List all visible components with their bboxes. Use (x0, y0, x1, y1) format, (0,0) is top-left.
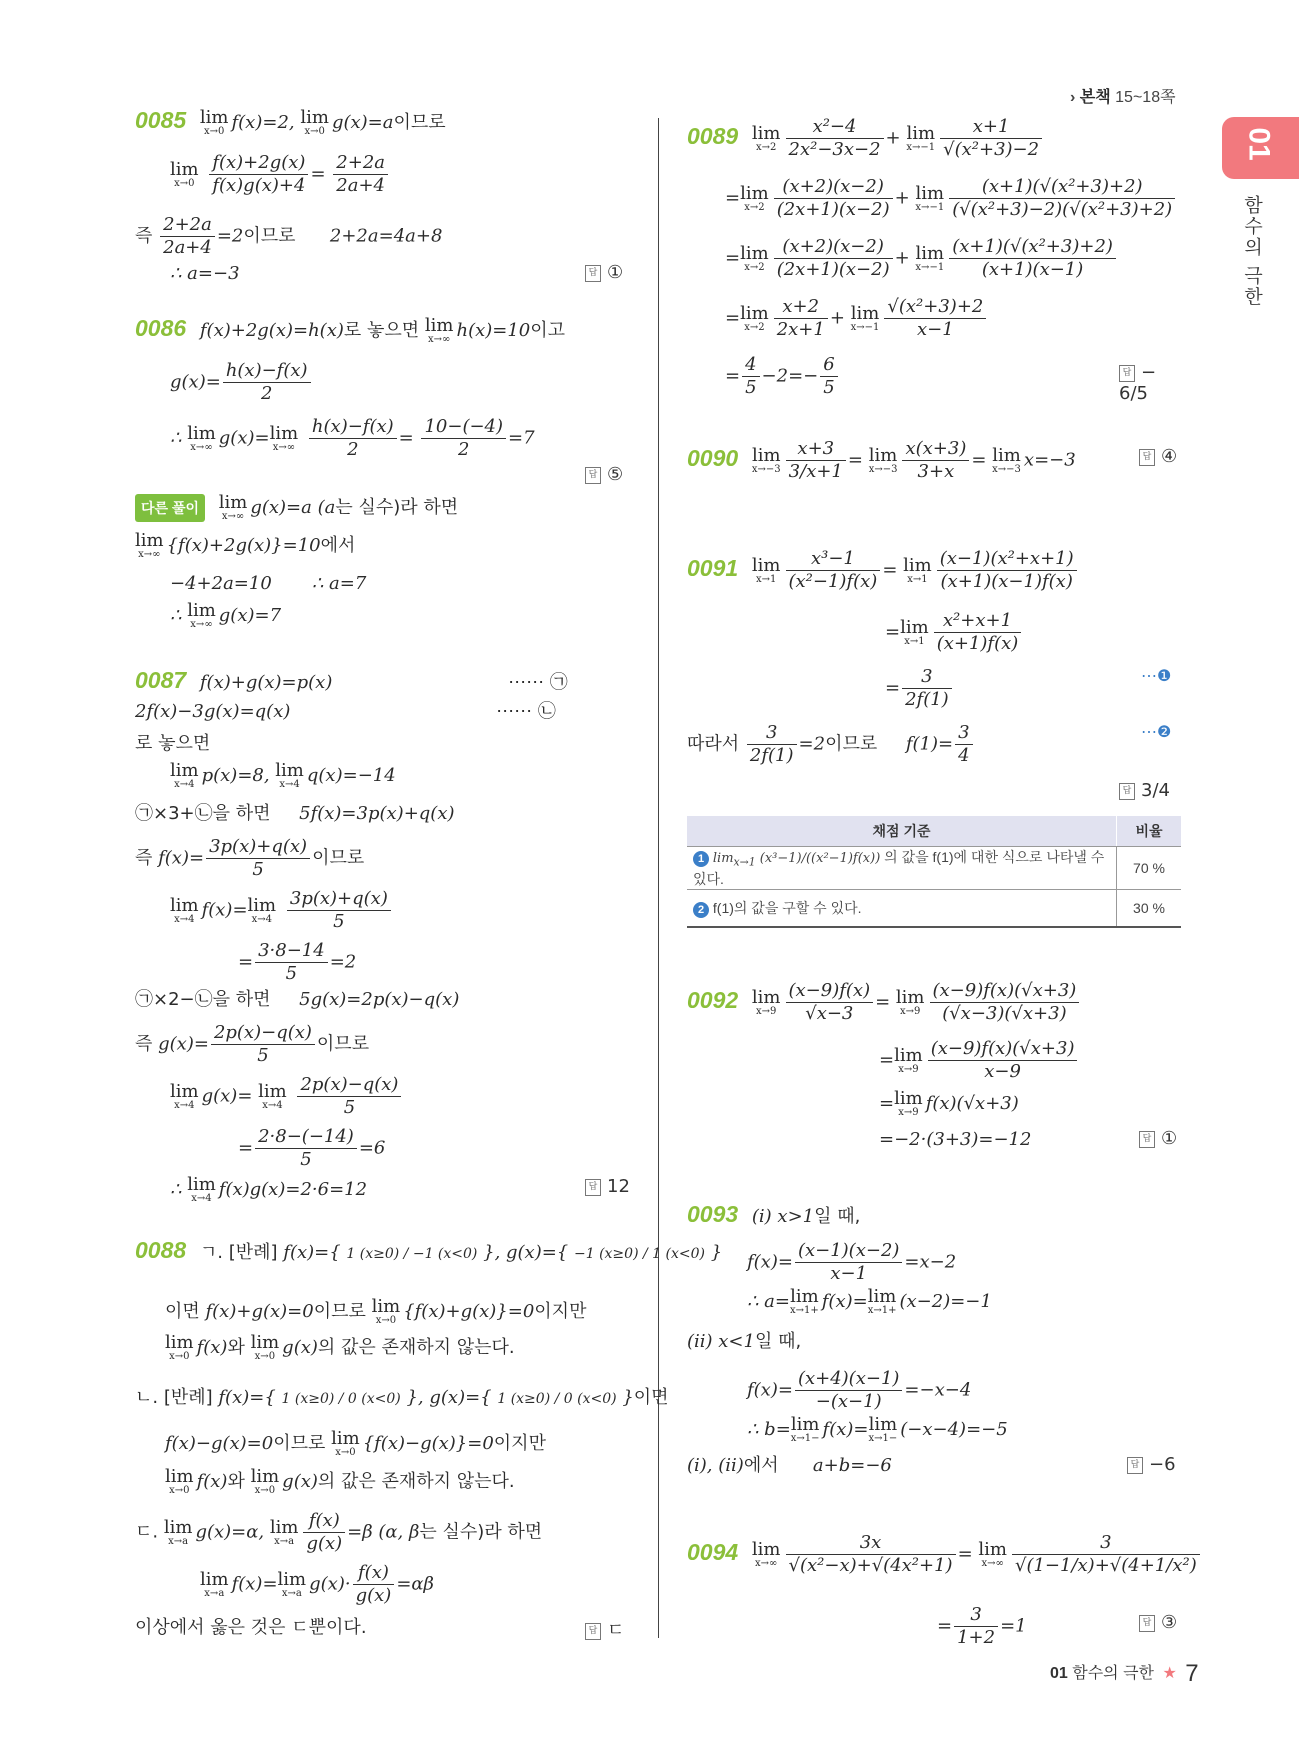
step-marker-2: ⋯❷ (1141, 724, 1172, 741)
p0085-answer: 답 ① (585, 262, 623, 283)
p0089-line4: = lim x→2 $\frac{x+2}{2x+1}$ + lim x→−1 $\frac{\text{√(x²+3)+2}}{x-1}$ (725, 296, 988, 341)
p0089-line3: = lim x→2 $\frac{(x+2)(x-2)}{(2x+1)(x-2)}$ + lim x→−1 $\frac{\text{(x+1)(√(x²+3)+2)}}{(x+1)(x-1)}$ (725, 236, 1118, 281)
p0093-line2: f(x)= $\frac{(x-1)(x-2)}{x-1}$ =x−2 (747, 1240, 957, 1284)
p0086-answer: 답 ⑤ (585, 464, 623, 485)
p0086-alt3: −4+2a=10 ∴ a=7 (170, 573, 367, 594)
p0087-line2: 2f(x)−3g(x)=q(x) ⋯⋯ ㉡ (135, 701, 556, 722)
p0085-line2: lim x→0 $\frac{f(x)+2g(x)}{f(x)g(x)+4}$ = $\frac{2+2a}{2a+4}$ (170, 152, 390, 197)
answer-icon: 답 (1139, 1615, 1155, 1632)
p0087-line8: = $\frac{3\cdot 8-14}{5}$ =2 (238, 940, 357, 984)
p0088-conclusion: 이상에서 옳은 것은 ㄷ뿐이다. (135, 1617, 367, 1638)
page-footer (1050, 1660, 1199, 1688)
chapter-title: 함수의 극한 (1241, 195, 1262, 308)
p0091-line2: = lim x→1 $\frac{\text{x²+x+1}}{(x+1)f(x)}$ (885, 610, 1023, 655)
p0089-line2: = lim x→2 $\frac{(x+2)(x-2)}{(2x+1)(x-2)}$ + lim x→−1 $\frac{\text{(x+1)(√(x²+3)+2)}}{\text{(√(x²+3)−2)(√(x²+3)+2)}}$ (725, 176, 1177, 221)
p0094-line2: = $\frac{3}{1+2}$ =1 (937, 1604, 1027, 1648)
p0091-line3: = $\frac{3}{2f(1)}$ (885, 666, 954, 711)
p0091-answer: 답 3/4 (1119, 780, 1170, 801)
scoring-table (687, 816, 1181, 928)
footer-title: 함수의 극한 (1072, 1665, 1154, 1683)
page-number: 7 (1185, 1660, 1199, 1687)
p0087-line10: 즉 g(x)= $\frac{2p(x)-q(x)}{5}$ 이므로 (135, 1022, 370, 1066)
p0086-alt4: ∴ lim x→∞ g(x)=7 (170, 600, 282, 630)
p0085-line1: 0085 lim x→0 f(x)=2, lim x→0 g(x)=a이므로 (135, 107, 446, 137)
p0088-line2: 이면 f(x)+g(x)=0이므로 lim x→0 {f(x)+g(x)}=0이지만 (165, 1296, 587, 1326)
book-label: 본책 (1079, 89, 1111, 106)
p0087-line6: 즉 f(x)= $\frac{3p(x)+q(x)}{5}$ 이므로 (135, 836, 365, 880)
p0087-line5: ㉠×3+㉡을 하면 5f(x)=3p(x)+q(x) (135, 803, 455, 824)
answer-icon: 답 (1119, 365, 1135, 382)
p0090-line1: 0090 lim x→−3 $\frac{x+3}{3/x+1}$ = lim x→−3 $\frac{x(x+3)}{3+x}$ = lim x→−3 x=−3 (687, 438, 1076, 482)
table-row: 1 $\lim_{x\to 1} (x^3-1)/((x^2-1)f(x))$ 의 값을 f(1)에 대한 식으로 나타낼 수 있다. 70 % (687, 847, 1181, 890)
p0088-line7: ㄷ. lim x→a g(x)=α, lim x→a $\frac{f(x)}{g(x)}$ =β (α, β는 실수)라 하면 (135, 1510, 543, 1554)
page-reference (1070, 84, 1176, 107)
p0087-line4: lim x→4 p(x)=8, lim x→4 q(x)=−14 (170, 760, 396, 790)
answer-icon: 답 (1127, 1457, 1143, 1474)
p0087-line12: = $\frac{2\cdot 8-(-14)}{5}$ =6 (238, 1126, 386, 1170)
p0093-line5: f(x)= $\frac{(x+4)(x-1)}{-(x-1)}$ =−x−4 (747, 1368, 972, 1412)
answer-icon: 답 (585, 265, 601, 282)
p0094-line1: 0094 lim x→∞ $\frac{3x}{\text{√(x²−x)+√(4x²+1)}}$ = lim x→∞ $\frac{3}{\text{√(1−1/x)+√(4+1/x²)}}$ (687, 1532, 1202, 1577)
p0091-line4: 따라서 $\frac{3}{2f(1)}$ =2이므로 f(1)= $\frac{3}{4}$ (687, 722, 975, 767)
scoring-header-ratio: 비율 (1117, 816, 1182, 847)
p0092-line1: 0092 lim x→9 $\frac{(x-9)f(x)}{√x-3}$ = lim x→9 $\frac{(x-9)f(x)(√x+3)}{(√x-3)(√x+3)}$ (687, 980, 1081, 1025)
p0088-answer: 답 ㄷ (585, 1616, 624, 1642)
p0093-line1: 0093 (i) x>1일 때, (687, 1201, 861, 1227)
chapter-tab (1222, 117, 1299, 179)
p0089-answer: 답 − 6/5 (1119, 362, 1157, 404)
answer-icon: 답 (1139, 449, 1155, 466)
p0091-line1: 0091 lim x→1 $\frac{\text{x³−1}}{\text{(x²−1)f(x)}}$ = lim x→1 $\frac{\text{(x−1)(x²+x+1)}}{(x+1)(x-1)f(x)}$ (687, 548, 1079, 593)
p0092-answer: 답 ① (1139, 1128, 1177, 1149)
p0088-line5: f(x)−g(x)=0이므로 lim x→0 {f(x)−g(x)}=0이지만 (165, 1428, 546, 1458)
step-marker-1: ⋯❶ (1141, 668, 1172, 685)
p0092-line2: = lim x→9 $\frac{(x-9)f(x)(√x+3)}{x-9}$ (879, 1038, 1079, 1083)
p0086-alt2: lim x→∞ {f(x)+2g(x)}=10에서 (135, 530, 356, 560)
p0086-line3: ∴ lim x→∞ g(x)= lim x→∞ $\frac{h(x)-f(x)}{2}$ = $\frac{10-(-4)}{2}$ =7 (170, 416, 535, 460)
answer-icon: 답 (585, 1179, 601, 1196)
p0087-line11: lim x→4 g(x)= lim x→4 $\frac{2p(x)-q(x)}{5}$ (170, 1074, 403, 1119)
p0087-line1: 0087 f(x)+g(x)=p(x) ⋯⋯ ㉠ (135, 667, 568, 693)
p0093-line3: ∴ a= lim x→1+ f(x)= lim x→1+ (x−2)=−1 (747, 1286, 992, 1316)
p0087-line9: ㉠×2−㉡을 하면 5g(x)=2p(x)−q(x) (135, 989, 460, 1010)
p0088-line6: lim x→0 f(x)와 lim x→0 g(x)의 값은 존재하지 않는다. (165, 1466, 515, 1496)
chapter-number: 01 (1242, 127, 1276, 161)
p0087-answer: 답 12 (585, 1176, 630, 1197)
p0090-answer: 답 ④ (1139, 446, 1177, 467)
answer-icon: 답 (1119, 783, 1135, 800)
alternate-solution-badge: 다른 풀이 (135, 494, 205, 522)
p0093-line4: (ii) x<1일 때, (687, 1331, 802, 1352)
p0086-line2: g(x)= $\frac{h(x)-f(x)}{2}$ (170, 360, 313, 405)
p0088-line8: lim x→a f(x)= lim x→a g(x)· $\frac{f(x)}{g(x)}$ =αβ (200, 1562, 434, 1606)
scoring-header-criteria: 채점 기준 (687, 816, 1117, 847)
p0087-line3: 로 놓으면 (135, 733, 211, 754)
p0085-line4: ∴ a=−3 (170, 263, 240, 284)
p0086-alt1: 다른 풀이 lim x→∞ g(x)=a (a는 실수)라 하면 (135, 494, 458, 522)
step-number-icon: 2 (693, 902, 709, 918)
p0087-line7: lim x→4 f(x)= lim x→4 $\frac{3p(x)+q(x)}{5}$ (170, 888, 393, 933)
p0092-line4: =−2·(3+3)=−12 (879, 1129, 1032, 1150)
p0094-answer: 답 ③ (1139, 1612, 1177, 1633)
p0086-line1: 0086 f(x)+2g(x)=h(x)로 놓으면 lim x→∞ h(x)=10이고 (135, 315, 566, 345)
p0089-line1: 0089 lim x→2 $\frac{\text{x²−4}}{\text{2x²−3x−2}}$ + lim x→−1 $\frac{x+1}{\text{√(x²+3)−2}}$ (687, 116, 1044, 161)
star-icon: ★ (1162, 1665, 1177, 1683)
answer-icon: 답 (585, 1623, 601, 1640)
p0093-line7: (i), (ii)에서 a+b=−6 (687, 1455, 892, 1476)
p0085-line3: 즉 $\frac{2+2a}{2a+4}$ =2이므로 2+2a=4a+8 (135, 214, 443, 258)
answer-icon: 답 (1139, 1131, 1155, 1148)
p0088-line4: ㄴ. [반례] f(x)={ 1 (x≥0) / 0 (x<0) }, g(x)={ 1 (x≥0) / 0 (x<0) }이면 (135, 1387, 669, 1408)
step-number-icon: 1 (693, 851, 709, 867)
table-row: 2 f(1)의 값을 구할 수 있다. 30 % (687, 889, 1181, 927)
answer-icon: 답 (585, 467, 601, 484)
chevron-right-icon: › (1070, 89, 1076, 106)
p0087-line13: ∴ lim x→4 f(x)g(x)=2·6=12 (170, 1174, 368, 1204)
p0093-answer: 답 −6 (1127, 1454, 1176, 1475)
p0093-line6: ∴ b= lim x→1− f(x)= lim x→1− (−x−4)=−5 (747, 1414, 1008, 1444)
p0088-line3: lim x→0 f(x)와 lim x→0 g(x)의 값은 존재하지 않는다. (165, 1332, 515, 1362)
p0092-line3: = lim x→9 f(x)(√x+3) (879, 1088, 1019, 1118)
p0088-line1: 0088 ㄱ. [반례] f(x)={ 1 (x≥0) / −1 (x<0) }, g(x)={ −1 (x≥0) / 1 (x<0) } (135, 1237, 723, 1263)
page-range: 15~18쪽 (1115, 89, 1176, 106)
p0089-line5: = $\frac{4}{5}$ −2=− $\frac{6}{5}$ (725, 354, 840, 399)
problem-number: 0085 (135, 107, 187, 133)
footer-chapter: 01 (1050, 1665, 1068, 1683)
